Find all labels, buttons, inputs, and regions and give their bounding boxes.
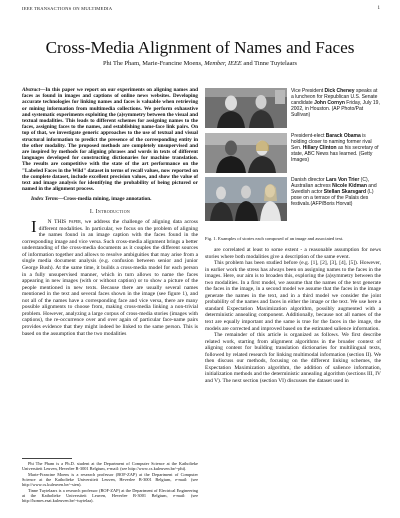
- figure-1-caption: Fig. 1. Examples of stories each composed of an image and associated text.: [205, 236, 344, 241]
- footnote-author-1: Phi The Pham is a Ph.D. student at the Department of Computer Science at the Katholieke Universiteit Leuven, Heverlee B-3001 Belgium, e-mail: (see http://www.cs.kuleuven.be/~phi).: [22, 461, 198, 472]
- drop-cap: I: [31, 217, 37, 237]
- figure-text-2-b: is holding closer to naming former rival Sen.: [291, 133, 372, 151]
- name-hillary-clinton: Hillary Clinton: [302, 145, 337, 151]
- figure-row-von-trier: [205, 177, 381, 221]
- abstract-label: Abstract: [22, 87, 41, 93]
- page-number: 1: [377, 6, 380, 11]
- figure-text-2: [291, 133, 381, 163]
- figure-text-1: [291, 88, 381, 118]
- index-terms-text: —Cross-media mining, image annotation.: [58, 196, 152, 203]
- figure-text-1-c: Friday, July 19, 2002, in Houston. (AP Photo/Pat Sullivan): [291, 100, 380, 118]
- news-photo-obama-clinton: [205, 133, 287, 173]
- footnote-rule: [22, 458, 72, 459]
- intro-paragraph-2: This problem has been studied before (e.g. [1], [2], [3], [4], [5]). However, in earlier work the stress has always been on assigning names to the faces in the images. Here, our aim is to broaden this, exploring the (a)symmetry between the two modalities. In a first model, we assume that the names of the text generate the faces in the image, in a second model we assume that the faces in the image generate the names in the text, and in a third model we consider the joint probability of the names and faces in either the image or the text. We use here a standard Expectation Maximization algorithm, possibly augmented with a deterministic annealing component. Additionally, because not all names of the text are equally important and the same is true for the faces in the image, the models are corrected and improved based on the estimated salience information.: [205, 260, 381, 332]
- left-column: [22, 87, 198, 337]
- figure-row-cheney: [205, 88, 381, 128]
- footnotes: [22, 458, 198, 504]
- figure-text-2-c: as his secretary of state, ABC News has learned. (Getty Images): [291, 145, 379, 163]
- footnote-author-3: Tinne Tuytelaars is a research professor (BOF-ZAP) at the Department of Electrical Engineering at the Katholieke Universiteit Leuven, Heverlee B-3001 Belgium, e-mail: (see http://homes.esat.kuleuven.be/~tuytelaa).: [22, 487, 198, 503]
- running-header: IEEE TRANSACTIONS ON MULTIMEDIA: [22, 6, 113, 11]
- intro-opening-caps: N THIS paper,: [47, 219, 83, 226]
- name-nicole-kidman: Nicole Kidman: [332, 183, 367, 189]
- figure-text-3-d: (L) pose on a terrace of the Palais des festivals.(AFP/Boris Horvat): [291, 189, 374, 207]
- author-last: and Tinne Tuytelaars: [241, 60, 298, 67]
- name-john-cornyn: John Cornyn: [314, 100, 345, 106]
- index-terms: [22, 196, 198, 202]
- abstract-text: —In this paper we report on our experiments on aligning names and faces as found in images and captions of online news websites. Developing accurate technologies for linking names and faces is valuable when retrieving or mining information from multimedia collections. We perform exhaustive and systematic experiments exploiting the (a)symmetry between the visual and textual modalities. This leads to different schemes for assigning names to the faces, assigning faces to the names, and establishing name-face link pairs. On top of that, we investigate generic approaches to the use of textual and visual structural information to predict the presence of the corresponding entity in the other modality. The proposed methods are completely unsupervised and are inspired by methods for aligning phrases and words in texts of different languages developed for constructing dictionaries for machine translation. The results are competitive with the state of the art performance on the "Labeled Faces in the Wild" dataset in terms of recall values, now reported on the complete dataset, include excellent precision values, and show the value of text and image analysis for identifying the probability of being pictured or named in the alignment process.: [22, 87, 198, 193]
- figure-text-1-a: Vice President: [291, 88, 325, 94]
- news-photo-cannes-terrace: [205, 177, 287, 221]
- intro-paragraph-3: The remainder of this article is organized as follows. We first describe related work, starting from alignment algorithms in the broader context of aligning content for building translation dictionaries for multilingual texts, followed by related research for linking multimodal information (section II). We then discuss our methods, focusing on the different linking schemes, the Expectation Maximization algorithm, the addition of salience information, initialization methods and the deterministic annealing algorithm (sections III, IV and V). The next section (section VI) discusses the dataset used in: [205, 332, 381, 384]
- author-membership: Member, IEEE: [204, 60, 242, 67]
- figure-text-3-c: and Swedish actor: [291, 183, 377, 195]
- figure-text-3: [291, 177, 381, 207]
- abstract: [22, 87, 198, 192]
- author-names: Phi The Pham, Marie-Francine Moens,: [102, 60, 205, 67]
- figure-row-obama: [205, 133, 381, 173]
- section-heading-introduction: [22, 209, 198, 216]
- index-terms-label: Index Terms: [31, 196, 59, 203]
- name-barack-obama: Barack Obama: [325, 133, 361, 139]
- name-lars-von-trier: Lars Von Trier: [326, 177, 360, 183]
- figure-text-1-b: speaks at a luncheon for Republican U.S. Senate candidate: [291, 88, 378, 106]
- name-stellan-skarsgard: Stellan Skarsgard: [323, 189, 367, 195]
- paper-title: Cross-Media Alignment of Names and Faces: [45, 38, 355, 57]
- section-title: Introduction: [95, 208, 131, 215]
- intro-paragraph-1-continued: are correlated at least to some extent - a reasonable assumption for news stories where both modalities give a description of the same event.: [205, 247, 381, 260]
- footnote-author-2: Marie-Francine Moens is a research professor (BOF-ZAP) at the Department of Computer Science at the Katholieke Universiteit Leuven, Heverlee B-3001 Belgium, e-mail: (see http://www.cs.kuleuven.be/~sien).: [22, 471, 198, 487]
- figure-1: [205, 88, 381, 234]
- news-photo-cheney-cornyn: [205, 88, 287, 128]
- right-column: [205, 247, 381, 384]
- intro-paragraph-1: [22, 219, 198, 337]
- section-numeral: I.: [89, 208, 96, 215]
- figure-text-3-a: Danish director: [291, 177, 327, 183]
- figure-text-2-a: President-elect: [291, 133, 326, 139]
- name-dick-cheney: Dick Cheney: [324, 88, 355, 94]
- figure-text-3-b: (C), Australian actress: [291, 177, 370, 189]
- author-line: [0, 60, 400, 67]
- intro-paragraph-1-text: we address the challenge of aligning data across different modalities. In particular, we focus on the problem of aligning the names found in an image caption with the faces found in the corresponding image and vice versa. Such cross-media alignment brings a better understanding of the cross-media documents as it couples the different sources of information together and allows to resolve ambiguities that may arise from a single media document analysis (e.g. confusion between senior and junior George Bush). At the same time, it builds a cross-media model for each person in a fully unsupervised manner, which in turn allows to name the faces appearing in new images (with or without caption) or to show a picture of the people mentioned in new texts. Because there are usually several names mentioned in the text and several faces shown in the image (see figure 1), and not all of the names have a corresponding face and vice versa, there are many possible alignments to choose from, making cross-media linking a non-trivial problem. However, analyzing a large corpus of cross-media stories (images with captions), the re-occurrence over and over again of particular face-name pairs provides evidence that they might indeed be linked to the same person. This is based on the assumption that the two modalities: [22, 219, 198, 337]
